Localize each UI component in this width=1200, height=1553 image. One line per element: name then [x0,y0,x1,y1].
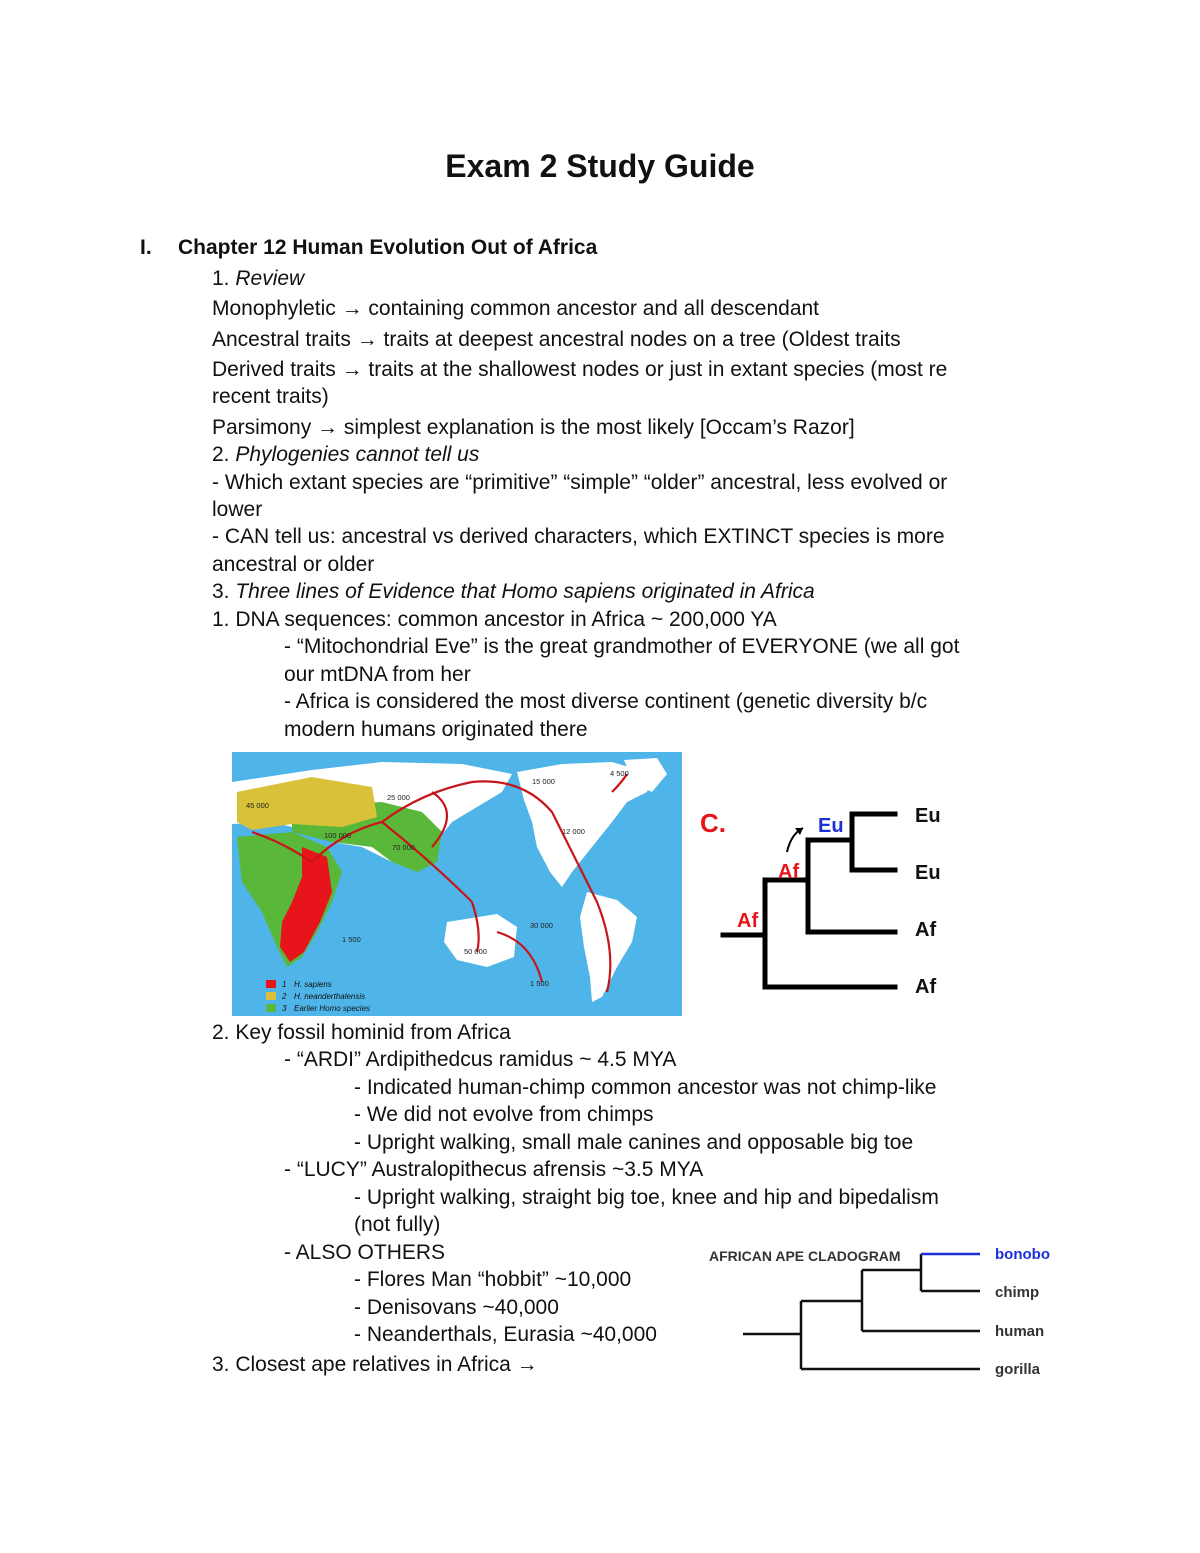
line-closest-ape: 3. Closest ape relatives in Africa → [212,1353,538,1376]
line-also-others: - ALSO OTHERS [284,1241,446,1264]
map-label: 25 000 [387,793,410,802]
map-label: 50 000 [464,947,487,956]
cladogram-tip-chimp: chimp [995,1284,1040,1301]
line-not-fully: (not fully) [354,1213,441,1236]
legend-label: H. sapiens [294,980,332,989]
cladogram-branches [743,1254,980,1369]
cladogram-tip-bonobo: bonobo [995,1246,1050,1263]
map-label: 100 000 [324,831,352,840]
line-parsimony: Parsimony → simplest explanation is the most likely [Occam’s Razor] [212,416,855,439]
map-label: 30 000 [530,921,553,930]
tip-label: Eu [915,862,941,884]
legend-swatch-sapiens [266,980,276,988]
map-label: 45 000 [246,801,269,810]
map-label: 4 500 [610,769,629,778]
line-mito-eve: - “Mitochondrial Eve” is the great grandmother of EVERYONE (we all got [284,635,960,658]
legend-label: H. neanderthalensis [294,992,366,1001]
legend-num: 3 [282,1004,287,1013]
line-review: 1. Review [212,267,305,290]
legend-swatch-neanderthal [266,992,276,1000]
map-label: 15 000 [532,777,555,786]
tree-diagram-c [695,790,975,1010]
human-migration-map [232,752,682,1016]
map-label: 12 000 [562,827,585,836]
legend-label: Earlier Homo species [294,1004,371,1013]
node-label-eu: Eu [818,815,844,837]
line-ancestral-older: ancestral or older [212,553,375,576]
line-three-lines: 3. Three lines of Evidence that Homo sapiens originated in Africa [212,580,815,603]
line-mtdna: our mtDNA from her [284,663,471,686]
line-flores: - Flores Man “hobbit” ~10,000 [354,1268,632,1291]
line-denisovans: - Denisovans ~40,000 [354,1296,559,1319]
line-ardi: - “ARDI” Ardipithedcus ramidus ~ 4.5 MYA [284,1048,677,1071]
tree-c-branches [723,814,895,987]
page-title: Exam 2 Study Guide [445,148,755,184]
line-derived-traits: Derived traits → traits at the shallowest nodes or just in extant species (most re [212,358,948,381]
line-lower: lower [212,498,263,521]
line-neanderthals: - Neanderthals, Eurasia ~40,000 [354,1323,657,1346]
line-upright-lucy: - Upright walking, straight big toe, knee and hip and bipedalism [354,1186,939,1209]
line-key-fossil: 2. Key fossil hominid from Africa [212,1021,511,1044]
line-modern-humans: modern humans originated there [284,718,588,741]
section-heading: Chapter 12 Human Evolution Out of Africa [178,236,598,259]
cladogram-title: AFRICAN APE CLADOGRAM [709,1248,901,1264]
african-ape-cladogram [705,1240,1075,1390]
line-not-from-chimps: - We did not evolve from chimps [354,1103,654,1126]
map-label: 70 000 [392,843,415,852]
line-can-tell: - CAN tell us: ancestral vs derived characters, which EXTINCT species is more [212,525,945,548]
map-label: 1 500 [530,979,549,988]
section-numeral: I. [140,236,152,259]
node-label-af: Af [737,910,759,932]
node-label-af: Af [778,861,800,883]
line-africa-diverse: - Africa is considered the most diverse continent (genetic diversity b/c [284,690,928,713]
map-label: 1 500 [342,935,361,944]
cladogram-tip-human: human [995,1323,1045,1340]
line-upright-ardi: - Upright walking, small male canines and opposable big toe [354,1131,914,1154]
line-ancestral-traits: Ancestral traits → traits at deepest ancestral nodes on a tree (Oldest traits [212,328,901,351]
legend-num: 2 [282,992,287,1001]
tip-label: Af [915,976,937,998]
line-not-chimp-like: - Indicated human-chimp common ancestor was not chimp-like [354,1076,937,1099]
tip-label: Eu [915,805,941,827]
line-lucy: - “LUCY” Australopithecus afrensis ~3.5 MYA [284,1158,704,1181]
legend-num: 1 [282,980,287,989]
line-dna: 1. DNA sequences: common ancestor in Africa ~ 200,000 YA [212,608,777,631]
line-recent-traits: recent traits) [212,385,329,408]
cladogram-tip-gorilla: gorilla [995,1361,1041,1378]
panel-label-c: C. [700,808,726,838]
line-phylogenies: 2. Phylogenies cannot tell us [212,443,480,466]
line-which-extant: - Which extant species are “primitive” “simple” “older” ancestral, less evolved or [212,471,948,494]
legend-swatch-earlier [266,1004,276,1012]
line-monophyletic: Monophyletic → containing common ancestor and all descendant [212,297,820,320]
tip-label: Af [915,919,937,941]
